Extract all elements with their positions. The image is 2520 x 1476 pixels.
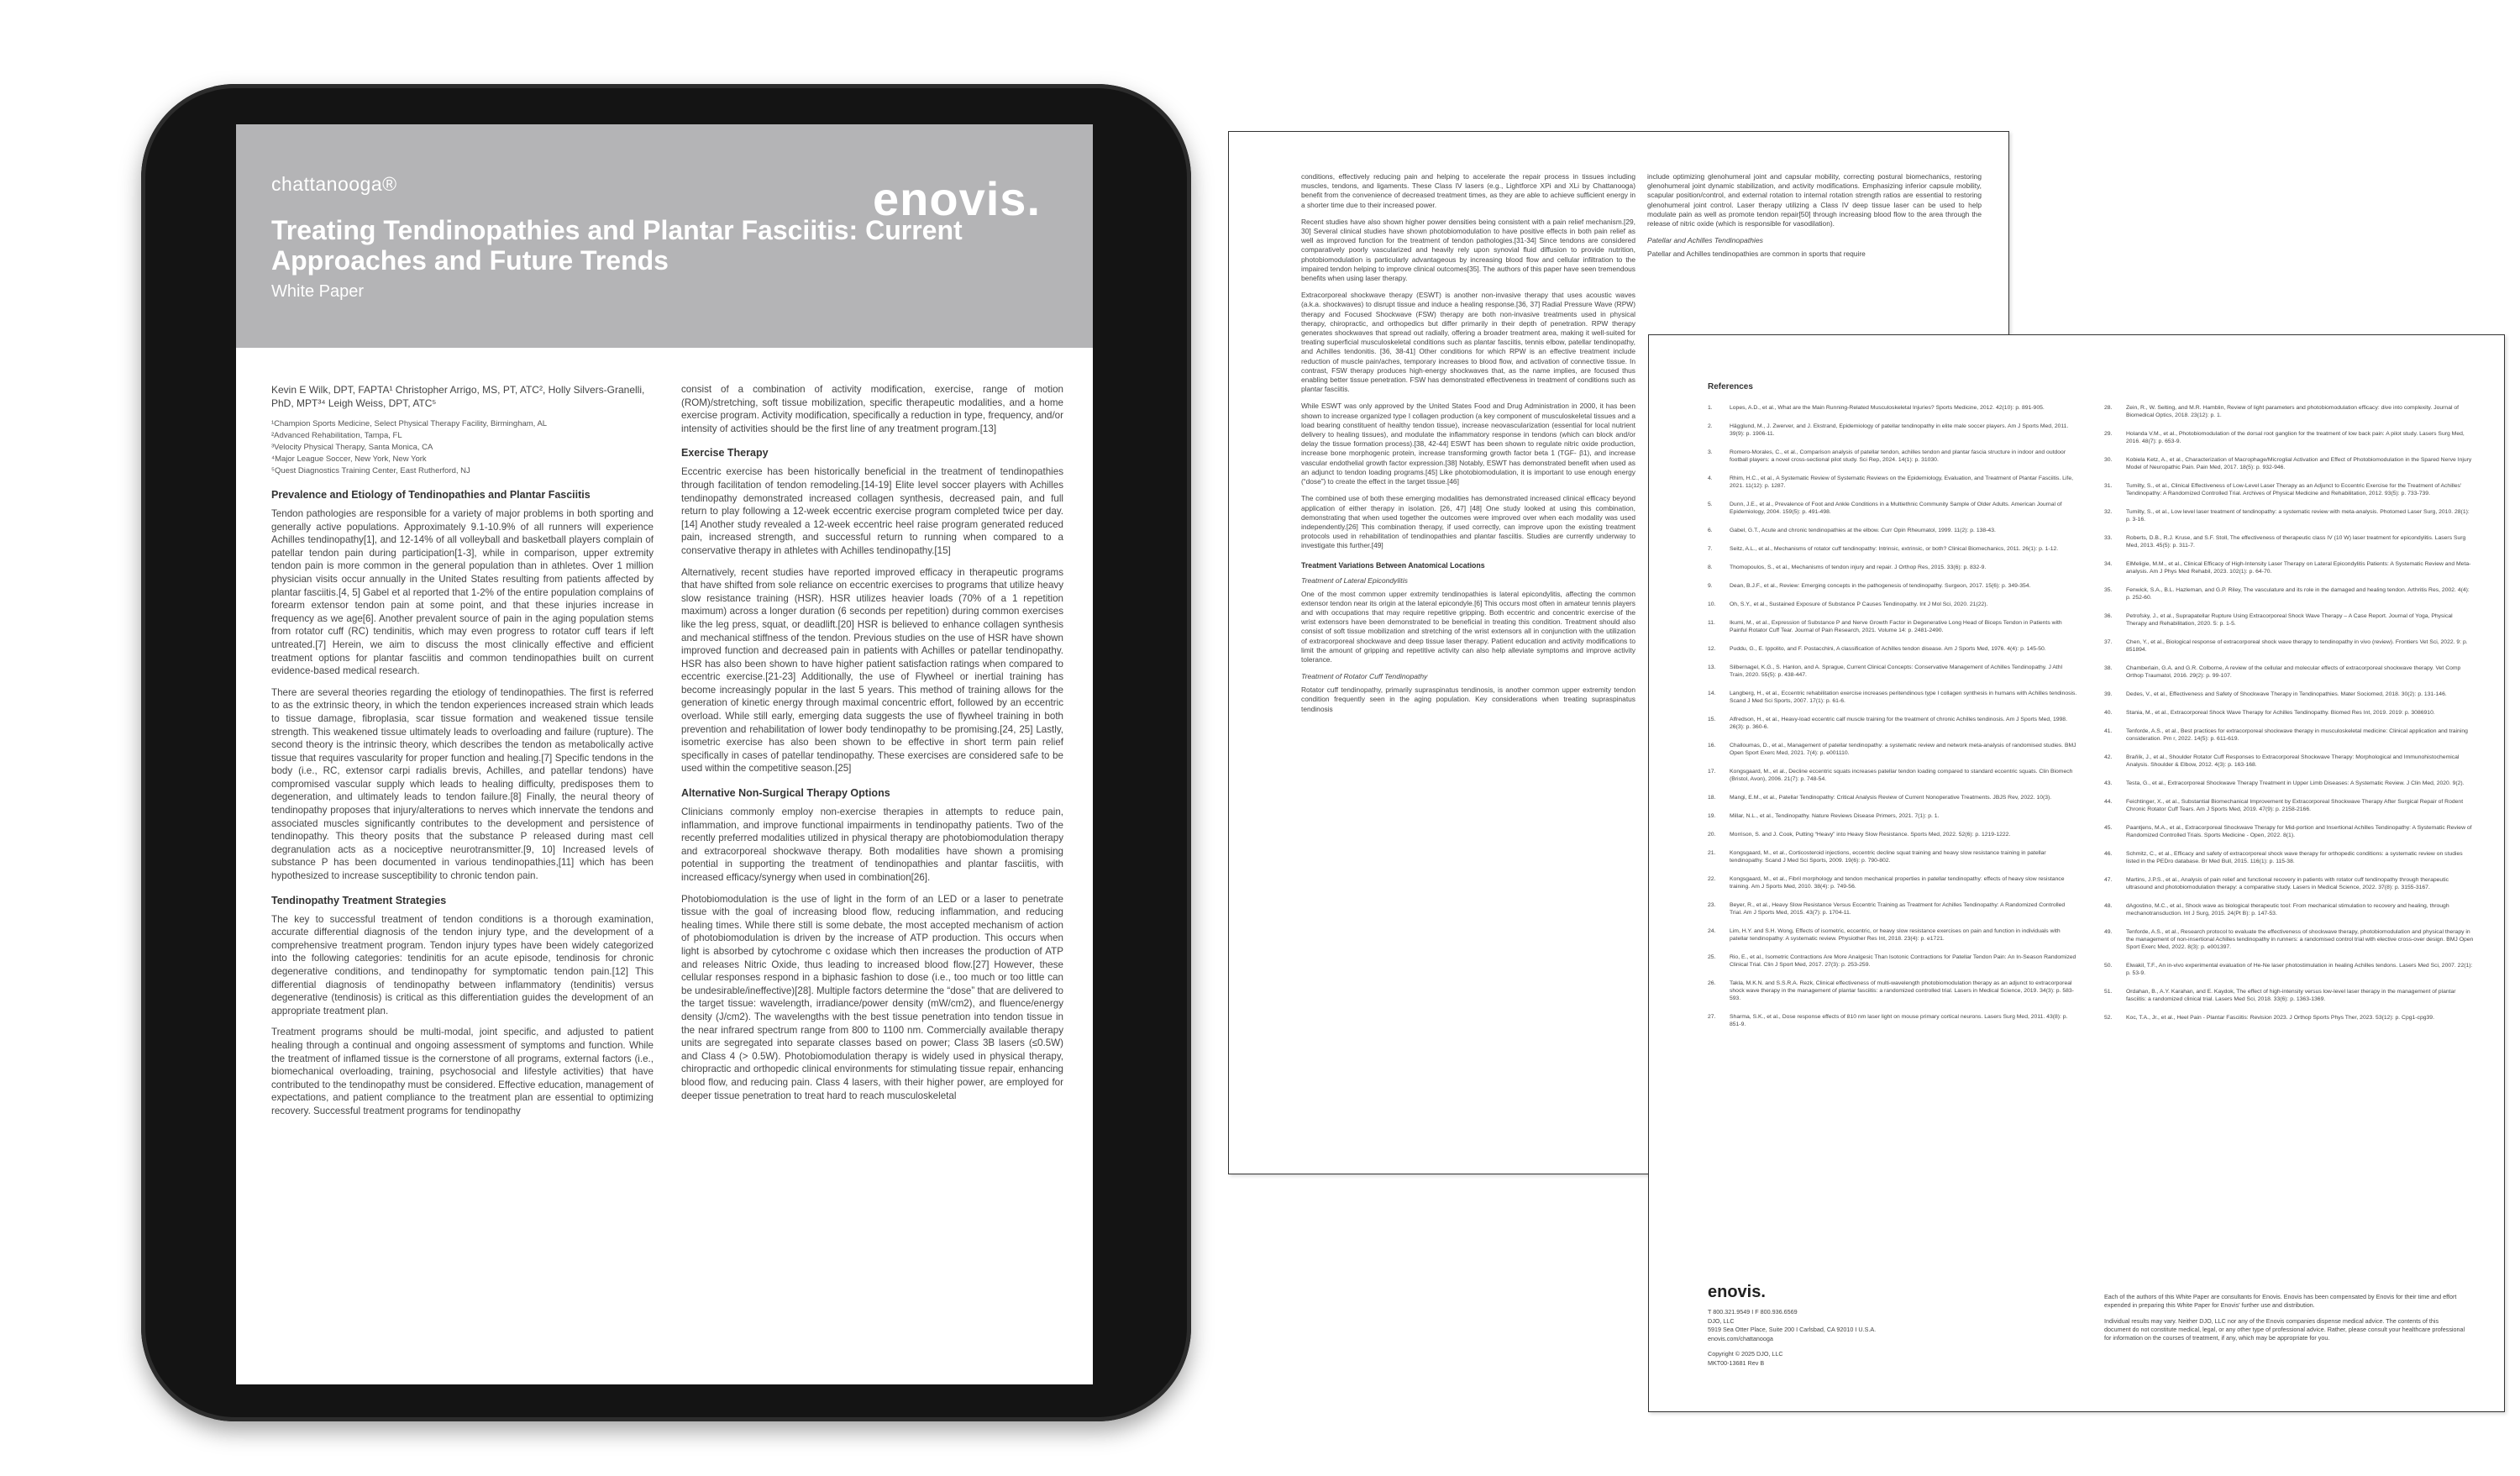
reference-number: 8. bbox=[1708, 565, 1713, 570]
reference-item bbox=[1708, 645, 2077, 653]
reference-number: 12. bbox=[1708, 646, 1716, 652]
reference-number: 21. bbox=[1708, 850, 1716, 856]
reference-item bbox=[1708, 812, 2077, 820]
paragraph: include optimizing glenohumeral joint and capsular mobility, correcting postural biomechanics, restoring glenohumeral joint dynamic stabilization, and activity modifications. Emphasizing inferior capsule mobility, scapular position/control, and external rotation to internal rotation strength ratios are essential to restoring glenohumeral joint control. Laser therapy utilizing a Class IV deep tissue laser can be used to help modulate pain as well as promote tendon repair[50] through increasing blood flow to the area through the release of nitric oxide (which is responsible for vasodilation). bbox=[1647, 172, 1982, 228]
reference-item bbox=[1708, 619, 2077, 634]
reference-item bbox=[2104, 404, 2474, 419]
reference-text: ElMeligie, M.M., et al., Clinical Efficacy of High-Intensity Laser Therapy on Lateral Epicondylitis Patients: A Systematic Review and Meta-analysis. Am J Phys Med Rehabil, 2023. 102(1): p. 64-70. bbox=[2126, 561, 2471, 575]
reference-item bbox=[2104, 691, 2474, 698]
reference-text: Langberg, H., et al., Eccentric rehabilitation exercise increases peritendinous type I collagen synthesis in humans with Achilles tendinosis. Scand J Med Sci Sports, 2007. 17(1): p. 61-6. bbox=[1730, 691, 2077, 704]
paragraph: Alternatively, recent studies have reported improved efficacy in therapeutic programs that have shifted from sole reliance on eccentric exercises to programs that utilize heavy slow resistance training (HSR). HSR utilizes heavier loads (70% of a 1 repetition maximum) across a longer duration (6 seconds per repetition) during common exercises like the leg press, squat, or deadlift.[20] HSR is believed to enhance collagen synthesis and mechanical stiffness of the tendon. Previous studies on the use of HSR have shown improved function and decreased pain in patients with Achilles or patellar tendinopathy. HSR has also been shown to have higher patient satisfaction ratings when compared to eccentric exercise.[21-23] Additionally, the use of Flywheel or inertial training has become increasingly popular in the last 5 years. This method of training allows for the generation of kinetic energy through maximal concentric effort, followed by an eccentric overload. While still early, emerging data suggests the use of flywheel training in both prevention and rehabilitation of lower body tendinopathy to be promising.[24, 25] Lastly, isometric exercise has also been shown to be effective in short term pain relief specifically in cases of patellar tendinopathy. These exercises are considered safe to be used within the competitive season.[25] bbox=[681, 566, 1063, 775]
reference-number: 33. bbox=[2104, 535, 2113, 541]
reference-number: 5. bbox=[1708, 502, 1713, 507]
enovis-footer-logo: enovis. bbox=[1708, 1283, 1766, 1301]
reference-number: 41. bbox=[2104, 728, 2113, 734]
paragraph: While ESWT was only approved by the United States Food and Drug Administration in 2000, it has been shown to increase organized type I collagen production (a key component of musculoskeletal tissues and a load bearing constituent of healthy tendon tissue), increase neovascularization (essential for local nutrient delivery to healing tissues), and modulate the inflammatory response in tendons (which can block and/or delay the tissue formation process).[38, 42-44] ESWT has been shown to regulate nitric oxide production, increase bone morphogenic protein, increase transforming growth factor beta 1 (TGF- β1), and increase vascular endothelial growth factor expression.[38] Notably, ESWT has demonstrated benefit when used as an adjunct to tendon loading programs.[45] Like photobiomodulation, it is important to use enough energy (“dose”) to create the effect in the target tissue.[46] bbox=[1301, 402, 1635, 486]
reference-text: Seitz, A.L., et al., Mechanisms of rotator cuff tendinopathy: Intrinsic, extrinsic, or both? Clinical Biomechanics, 2011. 26(1): p. 1-12. bbox=[1730, 546, 2059, 552]
reference-number: 49. bbox=[2104, 929, 2113, 935]
reference-number: 20. bbox=[1708, 832, 1716, 838]
reference-text: Tumilty, S., et al., Clinical Effectiveness of Low-Level Laser Therapy as an Adjunct to Eccentric Exercise for the Treatment of Achilles' Tendinopathy: A Randomized Controlled Trial. Archives of Physical Medicine and Rehabilitation, 2012. 93(5): p. 733-739. bbox=[2126, 483, 2462, 496]
tablet-screen bbox=[236, 124, 1093, 1384]
section-heading: Exercise Therapy bbox=[681, 447, 769, 460]
reference-item bbox=[1708, 564, 2077, 571]
reference-number: 39. bbox=[2104, 691, 2113, 697]
section-heading: Prevalence and Etiology of Tendinopathies and Plantar Fasciitis bbox=[271, 489, 591, 501]
reference-text: Oh, S.Y., et al., Sustained Exposure of Substance P Causes Tendinopathy. Int J Mol Sci, 2020. 21(22). bbox=[1730, 601, 1988, 607]
reference-text: Schmitz, C., et al., Efficacy and safety of extracorporeal shock wave therapy for orthopedic conditions: a systematic review on studies listed in the PEDro database. Br Med Bull, 2015. 116(1): p. 115-38. bbox=[2126, 851, 2463, 864]
reference-item bbox=[1708, 449, 2077, 464]
reference-text: Kongsgaard, M., et al., Decline eccentric squats increases patellar tendon loading compared to standard eccentric squats. Clin Biomech (Bristol, Avon), 2006. 21(7): p. 748-54. bbox=[1730, 769, 2073, 782]
footer-disclaimer bbox=[2104, 1293, 2465, 1350]
reference-item bbox=[1708, 475, 2077, 490]
affiliation: ¹Champion Sports Medicine, Select Physical Therapy Facility, Birmingham, AL bbox=[271, 419, 548, 428]
reference-item bbox=[2104, 709, 2474, 717]
reference-item bbox=[1708, 831, 2077, 838]
reference-number: 9. bbox=[1708, 583, 1713, 589]
paragraph: There are several theories regarding the etiology of tendinopathies. The first is referred to as the extrinsic theory, in which the tendon experiences increased strain which leads to tissue damage, fibroplasia, scar tissue formation and weakened tissue tensile strength. This weakened tissue ultimately leads to overloading and failure (rupture). The second theory is the intrinsic theory, which describes the tendon as metabolically active tissue that requires vascularity for proper function and healing.[7] Specific tendons in the body (i.e., RC, extensor carpi radialis brevis, Achilles, and patellar tendons) have compromised vascular supply which leads to healing difficulty, predisposes them to degeneration, and ultimately leads to tendon failure.[8] Finally, the neural theory of tendinopathy proposes that injury/alterations to nerves which innervate the tendons and associated muscles significantly contributes to the development and persistence of tendinopathy. This theory posits that the substance P released during mast cell degranulation acts as a nociceptive neurotransmitter.[9, 10] Increased levels of substance P has been documented in various tendinopathies,[11] which has been hypothesized to increase susceptibility to chronic tendon pain. bbox=[271, 686, 654, 882]
reference-text: Millar, N.L., et al., Tendinopathy. Nature Reviews Disease Primers, 2021. 7(1): p. 1. bbox=[1730, 813, 1940, 819]
footer-contact bbox=[1708, 1308, 2044, 1368]
reference-number: 45. bbox=[2104, 825, 2113, 831]
reference-number: 14. bbox=[1708, 691, 1716, 696]
reference-text: Chen, Y., et al., Biological response of extracorporeal shock wave therapy to tendinopathy in vivo (review). Frontiers Vet Sci, 2022. 9: p. 851894. bbox=[2126, 639, 2468, 653]
enovis-logo: enovis. bbox=[873, 172, 1041, 225]
reference-number: 29. bbox=[2104, 431, 2113, 437]
reference-text: Sharma, S.K., et al., Dose response effects of 810 nm laser light on mouse primary cortical neurons. Lasers Surg Med, 2011. 43(8): p. 851-9. bbox=[1730, 1014, 2068, 1027]
reference-item bbox=[1708, 768, 2077, 783]
reference-number: 36. bbox=[2104, 613, 2113, 619]
reference-number: 13. bbox=[1708, 664, 1716, 670]
reference-text: Fenwick, S.A., B.L. Hazleman, and G.P. Riley, The vasculature and its role in the damaged and healing tendon. Arthritis Res, 2002. 4(4): p. 252-60. bbox=[2126, 587, 2470, 601]
reference-text: Challoumas, D., et al., Management of patellar tendinopathy: a systematic review and network meta-analysis of randomised studies. BMJ Open Sport Exerc Med, 2021. 7(4): p. e001110. bbox=[1730, 743, 2076, 756]
reference-number: 52. bbox=[2104, 1015, 2113, 1021]
references-heading: References bbox=[1708, 382, 1753, 391]
reference-item bbox=[2104, 638, 2474, 654]
subsection-heading: Treatment of Lateral Epicondylitis bbox=[1301, 575, 1408, 585]
reference-number: 18. bbox=[1708, 795, 1716, 801]
tablet-device bbox=[141, 84, 1191, 1421]
reference-number: 40. bbox=[2104, 710, 2113, 716]
reference-item bbox=[2104, 664, 2474, 680]
body-column-right bbox=[681, 383, 1063, 1111]
reference-number: 16. bbox=[1708, 743, 1716, 749]
reference-text: Romero-Morales, C., et al., Comparison analysis of patellar tendon, achilles tendon and plantar fascia structure in indoor and outdoor football players: a novel cross-sectional pilot study. Sci Rep, 2024. 14(1): p. 31030. bbox=[1730, 449, 2066, 463]
reference-item bbox=[1708, 527, 2077, 534]
reference-item bbox=[1708, 742, 2077, 757]
footer-line: Copyright © 2025 DJO, LLC bbox=[1708, 1350, 1783, 1358]
reference-item bbox=[1708, 901, 2077, 917]
footer-line: 5919 Sea Otter Place, Suite 200 I Carlsbad, CA 92010 I U.S.A. bbox=[1708, 1326, 1877, 1333]
reference-number: 42. bbox=[2104, 754, 2113, 760]
reference-item bbox=[2104, 876, 2474, 891]
reference-number: 10. bbox=[1708, 601, 1716, 607]
reference-item bbox=[1708, 927, 2077, 943]
reference-text: Martins, J.P.S., et al., Analysis of pain relief and functional recovery in patients with rotator cuff tendinopathy through therapeutic ultrasound and photobiomodulation therapy: a comparative study. Lasers in Medical Science, 2022. 37(8): p. 3155-3167. bbox=[2126, 877, 2449, 890]
reference-item bbox=[1708, 794, 2077, 801]
reference-item bbox=[1708, 501, 2077, 516]
reference-number: 31. bbox=[2104, 483, 2113, 489]
reference-item bbox=[1708, 664, 2077, 679]
reference-text: Braňík, J., et al., Shoulder Rotator Cuff Responses to Extracorporeal Shockwave Therapy: Morphological and Immunohistochemical Analysis. Shoulder & Elbow, 2012. 4(3): p. 163-168. bbox=[2126, 754, 2460, 768]
reference-number: 35. bbox=[2104, 587, 2113, 593]
paragraph: consist of a combination of activity modification, exercise, range of motion (ROM)/stretching, soft tissue mobilization, specific therapeutic modalities, and a home exercise program. Activity modification, specifically a reduction in type, frequency, and/or intensity of activities should be the first line of any treatment program.[13] bbox=[681, 384, 1063, 434]
reference-number: 37. bbox=[2104, 639, 2113, 645]
reference-item bbox=[1708, 601, 2077, 608]
reference-text: Koc, T.A., Jr., et al., Heel Pain - Plantar Fasciitis: Revision 2023. J Orthop Sports Phys Ther, 2023. 53(12): p. Cpg1-cpg39. bbox=[2126, 1015, 2434, 1021]
footer-line: DJO, LLC bbox=[1708, 1316, 1735, 1325]
paragraph: Recent studies have also shown higher power densities being consistent with a pain relief mechanism.[29, 30] Several clinical studies have shown photobiomodulation to have positive effects in both pain relief as well as improved function for the treatment of tendon pathologies.[31-34] Since tendons are considered comparatively poorly vascularized and heavily rely upon synovial fluid diffusion to provide nutrition, photobiomodulation is particularly advantageous by increasing blood flow and cellular infiltration to the impaired tendon helping to improve clinical outcomes[35]. The authors of this paper have seen tremendous benefits when using laser therapy. bbox=[1301, 217, 1635, 283]
paragraph: Photobiomodulation is the use of light in the form of an LED or a laser to penetrate tissue with the goal of increasing blood flow, reducing inflammation, and reducing healing times. While there still is some debate, the most accepted mechanism of action of photobiomodulation is driven by the increase of ATP production. This occurs when light is absorbed by cytochrome c oxidase which then increases the production of ATP and releases Nitric Oxide, thus leading to increased blood flow.[27] However, these cellular responses respond in a biphasic fashion to dose (i.e., too much or too little can be undesirable/ineffective)[28]. Multiple factors determine the “dose” that are delivered to the target tissue: wavelength, irradiance/power density (mW/cm2), and fluence/energy density (J/cm2). The wavelengths with the best tissue penetration into tendon tissue in the near infrared spectrum range from 800 to 1100 nm. Commercially available therapy units are segregated into separate classes based on power; Class 3B lasers (≤0.5W) and Class 4 (> 0.5W). Photobiomodulation therapy is widely used in physical therapy, chiropractic and orthopedic clinical environments for stimulating tissue repair, enhancing blood flow, and reducing pain. Class 4 lasers, with their higher power, are employed for deeper tissue penetration to treat hard to reach musculoskeletal bbox=[681, 893, 1063, 1101]
reference-text: Kongsgaard, M., et al., Fibril morphology and tendon mechanical properties in patellar tendinopathy: effects of heavy slow resistance training. Am J Sports Med, 2010. 38(4): p. 749-56. bbox=[1730, 876, 2065, 890]
reference-number: 38. bbox=[2104, 665, 2113, 671]
reference-item bbox=[1708, 582, 2077, 590]
document-subtitle: White Paper bbox=[271, 282, 365, 301]
page2-column-right bbox=[1647, 172, 1982, 266]
reference-number: 1. bbox=[1708, 405, 1713, 411]
reference-text: Beyer, R., et al., Heavy Slow Resistance Versus Eccentric Training as Treatment for Achilles Tendinopathy: A Randomized Controlled Trial. Am J Sports Med, 2015. 43(7): p. 1704-11. bbox=[1730, 902, 2066, 916]
reference-number: 28. bbox=[2104, 405, 2113, 411]
reference-number: 23. bbox=[1708, 902, 1716, 908]
reference-number: 22. bbox=[1708, 876, 1716, 882]
paragraph: Patellar and Achilles tendinopathies are common in sports that require bbox=[1647, 250, 1866, 259]
reference-item bbox=[2104, 850, 2474, 865]
reference-number: 27. bbox=[1708, 1014, 1716, 1020]
reference-number: 24. bbox=[1708, 928, 1716, 934]
paragraph: Clinicians commonly employ non-exercise therapies in attempts to reduce pain, inflammation, and improve functional impairments in tendinopathy patients. Two of the recently preferred modalities utilized in physical therapy are photobiomodulation therapy and extracorporeal shockwave therapy. Both modalities have shown a promising potential in supporting the treatment of tendinopathies and plantar fasciitis, with increased efficacy/synergy when used in combination[26]. bbox=[681, 806, 1063, 883]
subsection-heading: Patellar and Achilles Tendinopathies bbox=[1647, 236, 1763, 245]
reference-number: 7. bbox=[1708, 546, 1713, 552]
affiliation: ³Velocity Physical Therapy, Santa Monica, CA bbox=[271, 443, 433, 452]
page2-column-left bbox=[1301, 172, 1635, 722]
reference-item bbox=[2104, 928, 2474, 951]
affiliation: ⁵Quest Diagnostics Training Center, East Rutherford, NJ bbox=[271, 466, 470, 475]
reference-text: Lopes, A.D., et al., What are the Main Running-Related Musculoskeletal Injuries? Sports Medicine, 2012. 42(10): p. 891-905. bbox=[1730, 405, 2045, 411]
references-column-right bbox=[2104, 404, 2474, 1032]
references-column-left bbox=[1708, 404, 2077, 1039]
disclaimer-paragraph: Individual results may vary. Neither DJO, LLC nor any of the Enovis companies dispense medical advice. The contents of this document do not constitute medical, legal, or any other type of professional advice. Rather, please consult your healthcare professional for information on the courses of treatment, if any, which may be appropriate for you. bbox=[2104, 1317, 2465, 1342]
reference-text: Thomopoulos, S., et al., Mechanisms of tendon injury and repair. J Orthop Res, 2015. 33(6): p. 832-9. bbox=[1730, 565, 1987, 570]
paper-page-references bbox=[1648, 334, 2505, 1412]
reference-item bbox=[1708, 953, 2077, 969]
affiliation-list bbox=[271, 418, 654, 477]
reference-number: 11. bbox=[1708, 620, 1715, 626]
reference-text: Mangi, E.M., et al., Patellar Tendinopathy: Critical Analysis Review of Current Nonoperative Treatments. JBJS Rev, 2022. 10(3). bbox=[1730, 795, 2052, 801]
disclaimer-paragraph: Each of the authors of this White Paper are consultants for Enovis. Enovis has been compensated by Enovis for their time and effort expended in preparing this White Paper for Enovis' further use and distribution. bbox=[2104, 1293, 2457, 1309]
reference-text: Gabel, G.T., Acute and chronic tendinopathies at the elbow. Curr Opin Rheumatol, 1999. 11(2): p. 138-43. bbox=[1730, 528, 1996, 533]
reference-number: 50. bbox=[2104, 963, 2113, 969]
reference-text: Paantjens, M.A., et al., Extracorporeal Shockwave Therapy for Mid-portion and Insertional Achilles Tendinopathy: A Systematic Review of Randomized Controlled Trials. Sports Medicine - Open, 2022. 8(1). bbox=[2126, 825, 2472, 838]
reference-text: Elwakil, T.F., An in-vivo experimental evaluation of He-Ne laser photostimulation in healing Achilles tendons. Lasers Med Sci, 2007. 22(1): p. 53-9. bbox=[2126, 963, 2473, 976]
paragraph: Rotator cuff tendinopathy, primarily supraspinatus tendinosis, is another common upper extremity tendon condition frequently seen in the aging population. Key considerations when treating supraspinatus tendinosis bbox=[1301, 685, 1635, 713]
paragraph: Eccentric exercise has been historically beneficial in the treatment of tendinopathies through facilitation of tendon remodeling.[14-19] Elite level soccer players with Achilles tendinopathy demonstrated increased collagen synthesis, decreased pain, and full return to play following a 12-week eccentric exercise program completed twice per day.[14] Another study revealed a 12-week eccentric heel raise program generated reduced pain, increased strength, and successful return to running when compared to a conservative therapy in athletes with Achilles tendinopathy.[15] bbox=[681, 466, 1063, 556]
reference-text: Hägglund, M., J. Zwerver, and J. Ekstrand, Epidemiology of patellar tendinopathy in elite male soccer players. Am J Sports Med, 2011. 39(9): p. 1906-11. bbox=[1730, 423, 2069, 437]
reference-item bbox=[2104, 430, 2474, 445]
reference-text: Dunn, J.E., et al., Prevalence of Foot and Ankle Conditions in a Multiethnic Community Sample of Older Adults. American Journal of Epidemiology, 2004. 159(5): p. 491-498. bbox=[1730, 502, 2062, 515]
reference-number: 48. bbox=[2104, 903, 2113, 909]
reference-number: 32. bbox=[2104, 509, 2113, 515]
paragraph: Treatment programs should be multi-modal, joint specific, and adjusted to patient healing through a continual and ongoing assessment of symptoms and function. While the treatment of inflamed tissue is the cornerstone of all programs, external factors (i.e., biomechanical overloading, training, psychosocial and lifestyle activities) that have contributed to the tendinopathy must be considered. Effective education, management of expectations, and patient compliance to the treatment plan are essential to optimizing recovery. Successful treatment programs for tendinopathy bbox=[271, 1027, 654, 1116]
reference-text: Dean, B.J.F., et al., Review: Emerging concepts in the pathogenesis of tendinopathy. Surgeon, 2017. 15(6): p. 349-354. bbox=[1730, 583, 2031, 589]
reference-number: 25. bbox=[1708, 954, 1716, 960]
reference-text: Lim, H.Y. and S.H. Wong, Effects of isometric, eccentric, or heavy slow resistance exercises on pain and function in individuals with patellar tendinopathy: A systematic review. Physiother Res Int, 2018. 23(4): p. e1721. bbox=[1730, 928, 2061, 942]
reference-item bbox=[2104, 1014, 2474, 1022]
reference-item bbox=[2104, 988, 2474, 1003]
reference-number: 46. bbox=[2104, 851, 2113, 857]
reference-item bbox=[2104, 798, 2474, 813]
reference-text: Zein, R., W. Selting, and M.R. Hamblin, Review of light parameters and photobiomodulation efficacy: dive into complexity. Journal of Biomedical Optics, 2018. 23(12): p. 1. bbox=[2126, 405, 2460, 418]
reference-number: 17. bbox=[1708, 769, 1716, 775]
paragraph: One of the most common upper extremity tendinopathies is lateral epicondylitis, affecting the common extensor tendon near its origin at the lateral epicondyle.[6] This occurs most often in amateur tennis players and with occupations that may require repetitive gripping. Both eccentric and concentric exercise of the wrist extensors have been demonstrated to be beneficial in treating this condition. Treatment should also consist of soft tissue mobilization and stretching of the wrist extensors all in conjunction with the utilization of extracorporeal shockwave and deep tissue laser therapy. Patient education and activity modifications to limit the amount of gripping and repetitive activity can also help alleviate symptoms and improve activity tolerance. bbox=[1301, 589, 1635, 664]
footer-line: MKT00-13681 Rev B bbox=[1708, 1358, 1765, 1367]
reference-item bbox=[1708, 404, 2077, 412]
section-heading: Alternative Non-Surgical Therapy Options bbox=[681, 787, 890, 800]
reference-item bbox=[1708, 1013, 2077, 1028]
reference-number: 6. bbox=[1708, 528, 1713, 533]
reference-text: Tenforde, A.S., et al., Research protocol to evaluate the effectiveness of shockwave therapy, photobiomodulation and physical therapy in the management of non-insertional Achilles tendinopathy in runners: a randomised control trial with elective cross-over design. BMJ Open Sport Exerc Med, 2022. 8(3): p. e001397. bbox=[2126, 929, 2474, 950]
reference-text: Holanda V.M., et al., Photobiomodulation of the dorsal root ganglion for the treatment of low back pain: A pilot study. Lasers Surg Med, 2016. 48(7): p. 653-9. bbox=[2126, 431, 2465, 444]
reference-text: Ordahan, B., A.Y. Karahan, and E. Kaydok, The effect of high-intensity versus low-level laser therapy in the management of plantar fasciitis: a randomized clinical trial. Lasers Med Sci, 2018. 33(6): p. 1363-1369. bbox=[2126, 989, 2456, 1002]
reference-item bbox=[1708, 875, 2077, 890]
document-title: Treating Tendinopathies and Plantar Fasciitis: Current Approaches and Future Trends bbox=[271, 215, 963, 276]
reference-item bbox=[2104, 962, 2474, 977]
reference-text: Dedes, V., et al., Effectiveness and Safety of Shockwave Therapy in Tendinopathies. Mater Sociomed, 2018. 30(2): p. 131-146. bbox=[2126, 691, 2447, 697]
reference-item bbox=[2104, 902, 2474, 917]
reference-text: Chamberlain, G.A. and G.R. Colborne, A review of the cellular and molecular effects of extracorporeal shockwave therapy. Vet Comp Orthop Traumatol, 2016. 29(2): p. 99-107. bbox=[2126, 665, 2461, 679]
reference-item bbox=[1708, 716, 2077, 731]
document-header bbox=[236, 124, 1093, 348]
reference-item bbox=[2104, 560, 2474, 575]
reference-item bbox=[2104, 727, 2474, 743]
reference-text: Takla, M.K.N. and S.S.R.A. Rezk, Clinical effectiveness of multi-wavelength photobiomodulation therapy as an adjunct to extracorporeal shock wave therapy in the management of plantar fasciitis: a randomized controlled trial. Lasers in Medical Science, 2019. 34(3): p. 583-593. bbox=[1730, 980, 2074, 1001]
reference-item bbox=[1708, 423, 2077, 438]
reference-item bbox=[2104, 534, 2474, 549]
reference-text: Tenforde, A.S., et al., Best practices for extracorporeal shockwave therapy in musculoskeletal medicine: Clinical application and training consideration. Pm r, 2022. 14(5): p. 611-619. bbox=[2126, 728, 2468, 742]
reference-text: Rio, E., et al., Isometric Contractions Are More Analgesic Than Isotonic Contractions for Patellar Tendon Pain: An In-Season Randomized Clinical Trial. Clin J Sport Med, 2017. 27(3): p. 253-259. bbox=[1730, 954, 2076, 968]
reference-number: 2. bbox=[1708, 423, 1713, 429]
reference-item bbox=[1708, 690, 2077, 705]
reference-item bbox=[2104, 482, 2474, 497]
reference-item bbox=[2104, 780, 2474, 787]
reference-text: Testa, G., et al., Extracorporeal Shockwave Therapy Treatment in Upper Limb Diseases: A Systematic Review. J Clin Med, 2020. 9(2). bbox=[2126, 780, 2465, 786]
reference-text: Petrofsky, J., et al., Suprapatellar Rupture Using Extracorporeal Shock Wave Therapy – A Case Report. Journal of Yoga, Physical Therapy and Rehabilitation, 2020. 5: p. 1-5. bbox=[2126, 613, 2453, 627]
reference-number: 51. bbox=[2104, 989, 2113, 995]
reference-item bbox=[1708, 849, 2077, 864]
reference-item bbox=[2104, 612, 2474, 628]
reference-text: Silbernagel, K.G., S. Hanlon, and A. Sprague, Current Clinical Concepts: Conservative Management of Achilles Tendinopathy. J Athl Train, 2020. 55(5): p. 438-447. bbox=[1730, 664, 2063, 678]
reference-text: Rhim, H.C., et al., A Systematic Review of Systematic Reviews on the Epidemiology, Evaluation, and Treatment of Plantar Fasciitis. Life, 2021. 11(12): p. 1287. bbox=[1730, 475, 2073, 489]
reference-text: Kongsgaard, M., et al., Corticosteroid injections, eccentric decline squat training and heavy slow resistance training in patellar tendinopathy. Scand J Med Sci Sports, 2009. 19(6): p. 790-802. bbox=[1730, 850, 2046, 864]
paragraph: Extracorporeal shockwave therapy (ESWT) is another non-invasive therapy that uses acoustic waves (a.k.a. shockwaves) to disrupt tissue and induce a healing response.[36, 37] Radial Pressure Wave (RPW) therapy and Focused Shockwave (FSW) therapy are both non-invasive treatments used in physical therapy, chiropractic, and orthopedics but differ primarily in their depth of penetration. RPW therapy generates shockwaves that spread out radially, offering a broader treatment area, making it well-suited for treating superficial musculoskeletal conditions such as plantar fasciitis, tennis elbow, patellar tendinopathy, and Achilles tendonitis. [36, 38-41] Other conditions for which RPW is an effective treatment include reduction of muscle pain/aches, temporary increases to blood flow, and activation of connective tissue. In contrast, FSW therapy produces high-energy shockwaves that, as the name implies, are focused thus enabling better tissue penetration. FSW has demonstrated effectiveness in treatment of conditions such as plantar fasciitis. bbox=[1301, 291, 1635, 394]
paragraph: The combined use of both these emerging modalities has demonstrated increased clinical efficacy beyond application of either therapy in isolation. [26, 47] [48] One study looked at using this combination, demonstrating that when used together the outcomes were improved over when each modality was used independently.[26] This combination therapy, if used correctly, can improve upon the existing treatment protocols used in rehabilitation of tendinopathies and plantar fasciitis. Studies are currently underway to investigate this further.[49] bbox=[1301, 494, 1635, 550]
reference-item bbox=[2104, 586, 2474, 601]
reference-number: 30. bbox=[2104, 457, 2113, 463]
reference-text: Alfredson, H., et al., Heavy-load eccentric calf muscle training for the treatment of chronic Achilles tendinosis. Am J Sports Med, 1998. 26(3): p. 360-6. bbox=[1730, 717, 2067, 730]
reference-number: 43. bbox=[2104, 780, 2113, 786]
reference-number: 44. bbox=[2104, 799, 2113, 805]
author-list: Kevin E Wilk, DPT, FAPTA¹ Christopher Arrigo, MS, PT, ATC², Holly Silvers-Granelli, PhD, MPT³⁴ Leigh Weiss, DPT, ATC⁵ bbox=[271, 384, 645, 409]
reference-text: Morrison, S. and J. Cook, Putting “Heavy” into Heavy Slow Resistance. Sports Med, 2022. 52(6): p. 1219-1222. bbox=[1730, 832, 2011, 838]
paragraph: Tendon pathologies are responsible for a variety of major problems in both sporting and generally active populations. Approximately 9.1-10.9% of all runners will experience Achilles tendinopathy[1], and 12-14% of all volleyball and basketball players complain of patellar tendon pain during participation[1-3], while in comparison, upper extremity tendon pain is more common in the general population than in athletes. Over 1 million physician visits occur annually in the United States resulting from patients affected by plantar fasciitis.[4, 5] Gabel et al reported that 1-2% of the entire population complains of forearm extensor tendon pain at some point, and that these injuries increase in frequency as we age[6]. Another prevalent source of pain in the aging population stems from rotator cuff (RC) tendinitis, which may even progress to rotator cuff tears if left untreated.[7] Herein, we aim to discuss the most clinically effective and efficient treatment options for plantar fasciitis and common tendinopathies built on current evidence-based medical research. bbox=[271, 508, 654, 677]
subsection-heading: Treatment of Rotator Cuff Tendinopathy bbox=[1301, 672, 1428, 681]
reference-number: 47. bbox=[2104, 877, 2113, 883]
reference-text: Feichtinger, X., et al., Substantial Biomechanical Improvement by Extracorporeal Shockwave Therapy After Surgical Repair of Rodent Chronic Rotator Cuff Tears. Am J Sports Med, 2019. 47(9): p. 2158-2166. bbox=[2126, 799, 2464, 812]
reference-text: Puddu, G., E. Ippolito, and F. Postacchini, A classification of Achilles tendon disease. Am J Sports Med, 1976. 4(4): p. 145-50. bbox=[1730, 646, 2046, 652]
body-column-left bbox=[271, 383, 654, 1127]
reference-text: Roberts, D.B., R.J. Kruse, and S.F. Stoll, The effectiveness of therapeutic class IV (10 W) laser treatment for epicondylitis. Lasers Surg Med, 2013. 45(5): p. 311-7. bbox=[2126, 535, 2466, 549]
affiliation: ⁴Major League Soccer, New York, New York bbox=[271, 454, 427, 464]
reference-item bbox=[1708, 980, 2077, 1002]
reference-text: Kobiela Ketz, A., et al., Characterization of Macrophage/Microglial Activation and Effect of Photobiomodulation in the Spared Nerve Injury Model of Neuropathic Pain. Pain Med, 2017. 18(5): p. 932-946. bbox=[2126, 457, 2472, 470]
reference-number: 4. bbox=[1708, 475, 1713, 481]
reference-item bbox=[2104, 508, 2474, 523]
section-heading: Tendinopathy Treatment Strategies bbox=[271, 894, 447, 906]
section-heading: Treatment Variations Between Anatomical Locations bbox=[1301, 560, 1485, 570]
reference-number: 26. bbox=[1708, 980, 1716, 986]
reference-number: 19. bbox=[1708, 813, 1716, 819]
paragraph: The key to successful treatment of tendon conditions is a thorough examination, accurate differential diagnosis of the tendon injury type, and the development of a comprehensive treatment program. Tendon injury types have been widely categorized into the following categories: tendinitis for an acute episode, tendinosis for chronic degenerative conditions, and tendinopathy for symptomatic tendon pain.[12] This differential diagnosis of tendinopathy between inflammatory (tendinitis) versus degenerative (tendinosis) is critical as this differentiation guides the development of an appropriate treatment plan. bbox=[271, 913, 654, 1016]
reference-text: Tumilty, S., et al., Low level laser treatment of tendinopathy: a systematic review with meta-analysis. Photomed Laser Surg, 2010. 28(1): p. 3-16. bbox=[2126, 509, 2470, 523]
footer-line: T 800.321.9549 I F 800.936.6569 bbox=[1708, 1308, 1798, 1316]
footer-line: enovis.com/chattanooga bbox=[1708, 1334, 1773, 1342]
reference-item bbox=[2104, 824, 2474, 839]
reference-number: 15. bbox=[1708, 717, 1716, 722]
reference-item bbox=[2104, 456, 2474, 471]
affiliation: ²Advanced Rehabilitation, Tampa, FL bbox=[271, 431, 402, 440]
chattanooga-logo: chattanooga® bbox=[271, 173, 397, 195]
reference-number: 3. bbox=[1708, 449, 1713, 455]
paragraph: conditions, effectively reducing pain and helping to accelerate the repair process in tissues including muscles, tendons, and ligaments. These Class IV lasers (e.g., Lightforce XPi and XLi by Chattanooga) benefit from the convenience of decreased treatment times, as they are able to achieve sufficient energy in a shorter time due to their increased power. bbox=[1301, 172, 1635, 209]
reference-text: Stania, M., et al., Extracorporeal Shock Wave Therapy for Achilles Tendinopathy. Biomed Res Int, 2019. 2019: p. 3086910. bbox=[2126, 710, 2435, 716]
reference-text: dAgostino, M.C., et al., Shock wave as biological therapeutic tool: From mechanical stimulation to recovery and healing, through mechanotransduction. Int J Surg, 2015. 24(Pt B): p. 147-53. bbox=[2126, 903, 2449, 917]
reference-item bbox=[1708, 545, 2077, 553]
reference-text: Ikumi, M., et al., Expression of Substance P and Nerve Growth Factor in Degenerative Long Head of Biceps Tendon in Patients with Painful Rotator Cuff Tear. Journal of Pain Research, 2021. Volume 14: p. 2481-2490. bbox=[1730, 620, 2062, 633]
reference-item bbox=[2104, 754, 2474, 769]
reference-number: 34. bbox=[2104, 561, 2113, 567]
